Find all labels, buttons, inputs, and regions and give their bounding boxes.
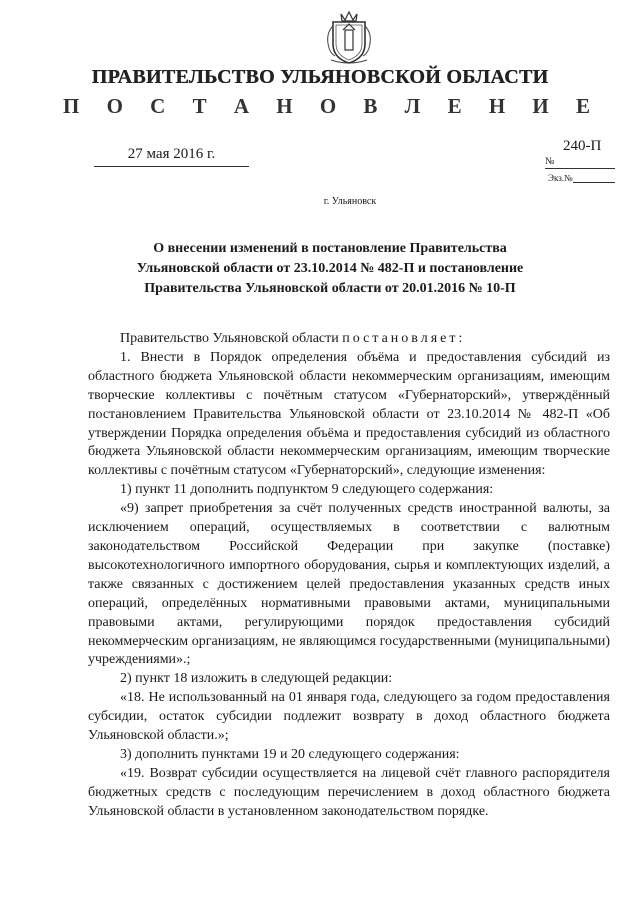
paragraph: 2) пункт 18 изложить в следующей редакции: — [120, 671, 393, 687]
coat-of-arms-icon — [321, 8, 377, 66]
document-subject — [110, 239, 550, 299]
subject-line: Ульяновской области от 23.10.2014 № 482-П и постановление — [136, 261, 524, 276]
subject-line: Правительства Ульяновской области от 20.01.2016 № 10-П — [144, 281, 516, 296]
intro-paragraph — [88, 330, 610, 349]
intro-text: Правительство Ульяновской области — [120, 331, 343, 346]
paragraph: «9) запрет приобретения за счёт полученных средств иностранной валюты, за исключением операций, осуществляемых в соответствии с валютным законодательством Российской Федерации при закупке (поставке) высокотехнологичного импортного оборудования, сырья и комплектующих изделий, а также связанных с достижением целей предоставления указанных средств иных операций, определённых нормативными правовыми актами, муниципальными правовыми актами, регулирующими порядок предоставления субсидий некоммерческим организациям, не являющимся государственными (муниципальными) учреждениями».; — [88, 501, 610, 668]
paragraph: «19. Возврат субсидии осуществляется на лицевой счёт главного распорядителя бюджетных средств с последующим перечислением в доход областного бюджета Ульяновской области в установленном законодательством порядке. — [88, 765, 610, 819]
document-body — [88, 330, 610, 822]
copy-label: Экз.№ — [548, 173, 573, 183]
paragraph: 3) дополнить пунктами 19 и 20 следующего содержания: — [120, 746, 460, 762]
city-name: г. Ульяновск — [323, 196, 377, 207]
number-line — [545, 156, 615, 169]
document-date: 27 мая 2016 г. — [94, 146, 249, 167]
copy-number — [548, 173, 615, 183]
document-kind: П О С Т А Н О В Л Е Н И Е — [62, 94, 601, 118]
paragraph: «18. Не использованный на 01 января года, следующего за годом предоставления субсидии, остаток субсидии подлежит возврату в доход областного бюджета Ульяновской области.»; — [88, 690, 610, 744]
document-number: 240-П — [563, 138, 602, 154]
number-label: № — [545, 156, 555, 167]
paragraph: 1. Внести в Порядок определения объёма и предоставления субсидий из областного бюджета Ульяновской области некоммерческим организациям, имеющим творческие коллективы с почётным статусом «Губернаторский», утверждённый постановлением Правительства Ульяновской области от 23.10.2014 № 482-П «Об утверждении Порядка определения объёма и предоставления субсидий из областного бюджета Ульяновской области некоммерческим организациям, имеющим творческие коллективы с почётным статусом «Губернаторский», следующие изменения: — [88, 349, 610, 479]
intro-decree-word: постановляет: — [342, 331, 466, 346]
copy-underline — [573, 174, 615, 183]
paragraph: 1) пункт 11 дополнить подпунктом 9 следующего содержания: — [120, 482, 494, 498]
government-title: ПРАВИТЕЛЬСТВО УЛЬЯНОВСКОЙ ОБЛАСТИ — [91, 66, 549, 88]
subject-line: О внесении изменений в постановление Правительства — [153, 241, 507, 256]
